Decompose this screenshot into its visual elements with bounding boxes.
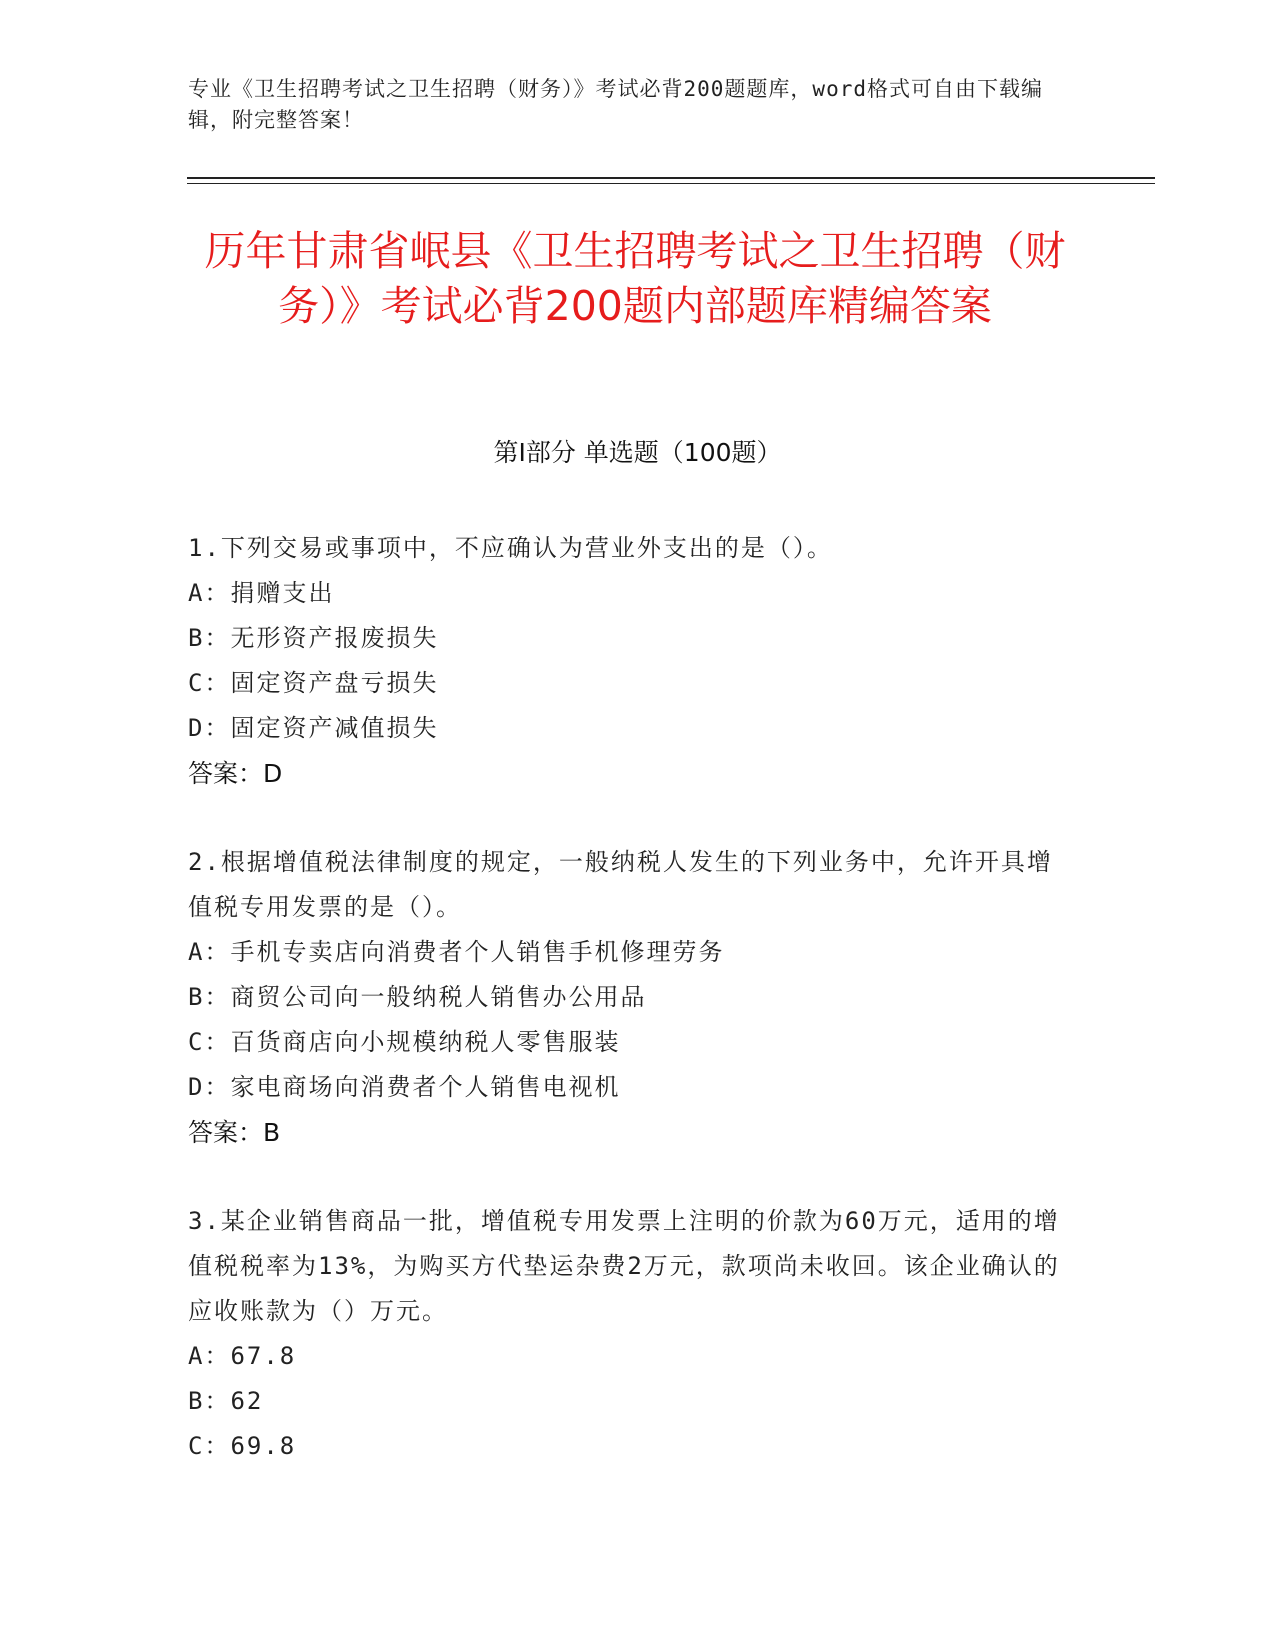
header-divider-thick [187,177,1155,179]
option-a: A：手机专卖店向消费者个人销售手机修理劳务 [188,938,725,966]
option-b: B：62 [188,1387,264,1415]
question-1 [188,526,1078,796]
spacer [188,796,1078,840]
answer: 答案：B [188,1118,281,1147]
option-d: D：家电商场向消费者个人销售电视机 [188,1073,621,1101]
option-c: C：百货商店向小规模纳税人零售服装 [188,1028,621,1056]
question-stem: 3.某企业销售商品一批，增值税专用发票上注明的价款为60万元，适用的增值税税率为13%，为购买方代垫运杂费2万元，款项尚未收回。该企业确认的应收账款为（）万元。 [188,1207,1060,1325]
option-d: D：固定资产减值损失 [188,714,439,742]
header-divider-thin [187,183,1155,184]
option-a: A：67.8 [188,1342,297,1370]
question-2 [188,840,1078,1155]
spacer [188,1155,1078,1199]
question-3 [188,1199,1078,1469]
question-stem: 1.下列交易或事项中，不应确认为营业外支出的是（）。 [188,534,833,562]
option-c: C：固定资产盘亏损失 [188,669,439,697]
header-note: 专业《卫生招聘考试之卫生招聘（财务）》考试必背200题题库，word格式可自由下载编辑，附完整答案！ [188,77,1043,132]
answer: 答案：D [188,759,283,788]
option-a: A：捐赠支出 [188,579,335,607]
question-list [188,526,1078,1469]
document-title: 历年甘肃省岷县《卫生招聘考试之卫生招聘（财务）》考试必背200题内部题库精编答案 [204,227,1066,330]
question-stem: 2.根据增值税法律制度的规定，一般纳税人发生的下列业务中，允许开具增值税专用发票的是（）。 [188,848,1053,921]
section-title: 第I部分 单选题（100题） [493,438,782,467]
option-b: B：商贸公司向一般纳税人销售办公用品 [188,983,647,1011]
option-b: B：无形资产报废损失 [188,624,439,652]
option-c: C：69.8 [188,1432,297,1460]
